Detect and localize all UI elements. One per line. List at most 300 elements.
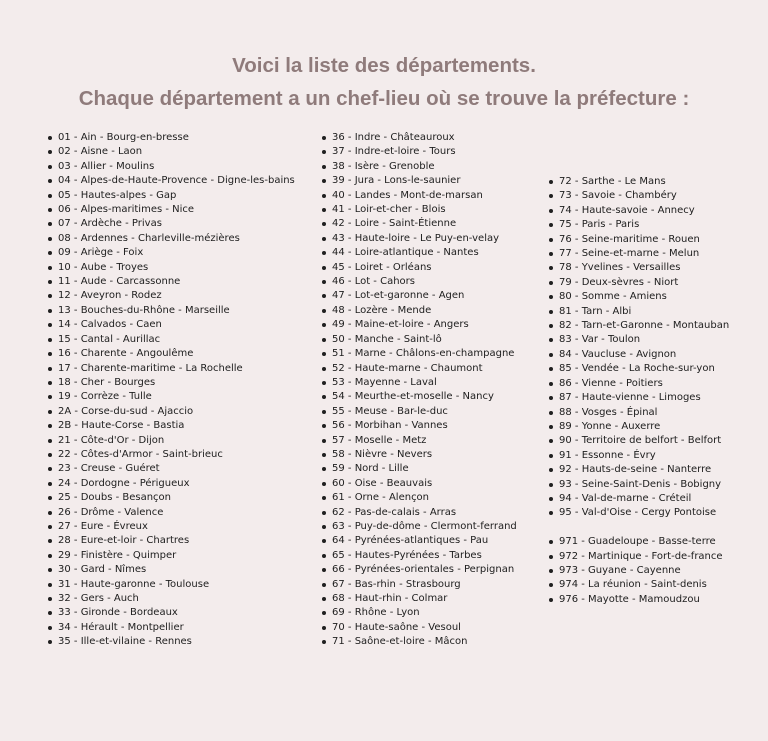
bullet-icon bbox=[48, 525, 52, 529]
department-list-item bbox=[549, 420, 729, 434]
department-label: 47 - Lot-et-garonne - Agen bbox=[332, 290, 465, 302]
bullet-icon bbox=[48, 611, 52, 615]
bullet-icon bbox=[549, 497, 553, 501]
department-list-item bbox=[48, 347, 295, 361]
department-list-item bbox=[322, 347, 517, 361]
department-label: 52 - Haute-marne - Chaumont bbox=[332, 362, 483, 374]
department-label: 46 - Lot - Cahors bbox=[332, 276, 415, 288]
bullet-icon bbox=[549, 223, 553, 227]
bullet-icon bbox=[322, 626, 326, 630]
department-list-item bbox=[322, 462, 517, 476]
department-label: 80 - Somme - Amiens bbox=[559, 291, 667, 303]
department-list-item bbox=[48, 289, 295, 303]
department-label: 89 - Yonne - Auxerre bbox=[559, 420, 661, 432]
department-list-item bbox=[549, 434, 729, 448]
department-label: 94 - Val-de-marne - Créteil bbox=[559, 492, 692, 504]
department-label: 13 - Bouches-du-Rhône - Marseille bbox=[58, 304, 230, 316]
department-label: 85 - Vendée - La Roche-sur-yon bbox=[559, 363, 715, 375]
department-label: 973 - Guyane - Cayenne bbox=[559, 564, 681, 576]
department-list-item bbox=[549, 492, 729, 506]
bullet-icon bbox=[549, 468, 553, 472]
department-list-item bbox=[322, 534, 517, 548]
department-list-item bbox=[322, 289, 517, 303]
department-label: 32 - Gers - Auch bbox=[58, 593, 139, 604]
list-spacer bbox=[549, 521, 729, 535]
department-list-item bbox=[48, 419, 295, 433]
department-label: 59 - Nord - Lille bbox=[332, 463, 409, 475]
department-label: 2B - Haute-Corse - Bastia bbox=[58, 420, 185, 432]
department-label: 06 - Alpes-maritimes - Nice bbox=[58, 204, 195, 216]
department-list-item bbox=[322, 448, 517, 462]
department-label: 84 - Vaucluse - Avignon bbox=[559, 348, 677, 360]
department-list-item bbox=[549, 319, 729, 333]
department-label: 29 - Finistère - Quimper bbox=[58, 549, 177, 561]
department-label: 22 - Côtes-d'Armor - Saint-brieuc bbox=[58, 448, 223, 460]
bullet-icon bbox=[549, 425, 553, 429]
department-list-column-3 bbox=[549, 175, 729, 607]
bullet-icon bbox=[549, 180, 553, 184]
department-list-item bbox=[322, 275, 517, 289]
department-label: 88 - Vosges - Épinal bbox=[559, 406, 658, 418]
bullet-icon bbox=[48, 482, 52, 486]
department-label: 87 - Haute-vienne - Limoges bbox=[559, 392, 701, 404]
department-label: 30 - Gard - Nîmes bbox=[58, 564, 147, 576]
department-label: 55 - Meuse - Bar-le-duc bbox=[332, 405, 448, 417]
bullet-icon bbox=[48, 338, 52, 342]
bullet-icon bbox=[549, 483, 553, 487]
department-label: 69 - Rhône - Lyon bbox=[332, 607, 420, 619]
department-label: 66 - Pyrénées-orientales - Perpignan bbox=[332, 564, 515, 576]
department-list-item bbox=[48, 578, 295, 592]
department-list-item bbox=[322, 549, 517, 563]
department-list-item bbox=[322, 376, 517, 390]
bullet-icon bbox=[549, 238, 553, 242]
department-list-item bbox=[48, 549, 295, 563]
department-label: 56 - Morbihan - Vannes bbox=[332, 420, 448, 432]
department-label: 27 - Eure - Évreux bbox=[58, 520, 148, 532]
department-label: 26 - Drôme - Valence bbox=[58, 506, 164, 518]
department-label: 68 - Haut-rhin - Colmar bbox=[332, 593, 448, 604]
department-list-item bbox=[322, 304, 517, 318]
department-list-item bbox=[48, 520, 295, 534]
department-list-item bbox=[48, 189, 295, 203]
department-list-item bbox=[549, 406, 729, 420]
department-label: 67 - Bas-rhin - Strasbourg bbox=[332, 578, 461, 590]
department-label: 74 - Haute-savoie - Annecy bbox=[559, 204, 695, 216]
department-list-item bbox=[48, 217, 295, 231]
department-label: 82 - Tarn-et-Garonne - Montauban bbox=[559, 320, 730, 332]
department-list-item bbox=[48, 448, 295, 462]
bullet-icon bbox=[48, 439, 52, 443]
department-label: 45 - Loiret - Orléans bbox=[332, 261, 432, 273]
department-label: 35 - Ille-et-vilaine - Rennes bbox=[58, 636, 192, 648]
bullet-icon bbox=[322, 395, 326, 399]
department-label: 76 - Seine-maritime - Rouen bbox=[559, 233, 700, 245]
bullet-icon bbox=[48, 294, 52, 298]
department-list-item bbox=[48, 376, 295, 390]
bullet-icon bbox=[322, 150, 326, 154]
bullet-icon bbox=[549, 583, 553, 587]
department-label: 28 - Eure-et-loir - Chartres bbox=[58, 535, 190, 547]
department-list-item bbox=[549, 377, 729, 391]
department-label: 38 - Isère - Grenoble bbox=[332, 160, 435, 172]
department-label: 21 - Côte-d'Or - Dijon bbox=[58, 434, 165, 446]
bullet-icon bbox=[549, 353, 553, 357]
bullet-icon bbox=[48, 165, 52, 169]
bullet-icon bbox=[549, 382, 553, 386]
department-list-item bbox=[48, 563, 295, 577]
department-list-item bbox=[48, 174, 295, 188]
department-list-item bbox=[48, 635, 295, 649]
department-list-item bbox=[549, 550, 729, 564]
department-list-item bbox=[322, 520, 517, 534]
department-label: 53 - Mayenne - Laval bbox=[332, 376, 437, 388]
bullet-icon bbox=[322, 323, 326, 327]
department-label: 36 - Indre - Châteauroux bbox=[332, 132, 455, 143]
bullet-icon bbox=[48, 395, 52, 399]
department-label: 57 - Moselle - Metz bbox=[332, 434, 427, 446]
department-label: 40 - Landes - Mont-de-marsan bbox=[332, 189, 483, 201]
bullet-icon bbox=[48, 496, 52, 500]
bullet-icon bbox=[48, 150, 52, 154]
department-list-item bbox=[48, 318, 295, 332]
department-list-item bbox=[48, 405, 295, 419]
bullet-icon bbox=[322, 352, 326, 356]
department-list-column-2 bbox=[322, 131, 517, 650]
department-list-item bbox=[322, 419, 517, 433]
department-label: 77 - Seine-et-marne - Melun bbox=[559, 248, 700, 260]
department-label: 25 - Doubs - Besançon bbox=[58, 492, 172, 504]
department-label: 17 - Charente-maritime - La Rochelle bbox=[58, 362, 243, 374]
department-list-item bbox=[322, 318, 517, 332]
department-list-item bbox=[322, 217, 517, 231]
bullet-icon bbox=[549, 324, 553, 328]
department-label: 39 - Jura - Lons-le-saunier bbox=[332, 175, 461, 187]
bullet-icon bbox=[549, 252, 553, 256]
bullet-icon bbox=[48, 251, 52, 255]
department-list-item bbox=[322, 635, 517, 649]
department-list-item bbox=[322, 592, 517, 606]
bullet-icon bbox=[322, 424, 326, 428]
bullet-icon bbox=[48, 583, 52, 587]
bullet-icon bbox=[549, 367, 553, 371]
department-list-item bbox=[549, 478, 729, 492]
department-list-item bbox=[549, 333, 729, 347]
department-label: 2A - Corse-du-sud - Ajaccio bbox=[58, 405, 194, 417]
department-list-item bbox=[549, 578, 729, 592]
department-label: 49 - Maine-et-loire - Angers bbox=[332, 319, 469, 331]
bullet-icon bbox=[549, 439, 553, 443]
department-label: 01 - Ain - Bourg-en-bresse bbox=[58, 132, 189, 143]
department-list-item bbox=[549, 204, 729, 218]
department-label: 70 - Haute-saône - Vesoul bbox=[332, 621, 461, 633]
department-list-item bbox=[48, 362, 295, 376]
department-list-item bbox=[549, 305, 729, 319]
department-label: 19 - Corrèze - Tulle bbox=[58, 391, 152, 403]
bullet-icon bbox=[48, 194, 52, 198]
department-label: 04 - Alpes-de-Haute-Provence - Digne-les-bains bbox=[58, 175, 295, 187]
bullet-icon bbox=[549, 194, 553, 198]
department-label: 95 - Val-d'Oise - Cergy Pontoise bbox=[559, 507, 717, 519]
bullet-icon bbox=[48, 309, 52, 313]
department-list-item bbox=[549, 261, 729, 275]
department-label: 73 - Savoie - Chambéry bbox=[559, 190, 677, 202]
department-list-item bbox=[549, 290, 729, 304]
department-list-item bbox=[549, 233, 729, 247]
bullet-icon bbox=[48, 511, 52, 515]
department-list-item bbox=[549, 391, 729, 405]
department-list-item bbox=[549, 276, 729, 290]
bullet-icon bbox=[549, 598, 553, 602]
department-label: 72 - Sarthe - Le Mans bbox=[559, 176, 666, 187]
bullet-icon bbox=[549, 540, 553, 544]
department-label: 03 - Allier - Moulins bbox=[58, 160, 155, 172]
bullet-icon bbox=[549, 338, 553, 342]
bullet-icon bbox=[322, 539, 326, 543]
department-label: 71 - Saône-et-loire - Mâcon bbox=[332, 636, 468, 648]
department-list-item bbox=[549, 449, 729, 463]
bullet-icon bbox=[322, 583, 326, 587]
department-label: 07 - Ardèche - Privas bbox=[58, 218, 162, 230]
department-list-item bbox=[549, 535, 729, 549]
bullet-icon bbox=[48, 237, 52, 241]
bullet-icon bbox=[322, 525, 326, 529]
bullet-icon bbox=[322, 439, 326, 443]
department-label: 63 - Puy-de-dôme - Clermont-ferrand bbox=[332, 520, 517, 532]
department-list-item bbox=[549, 218, 729, 232]
bullet-icon bbox=[48, 208, 52, 212]
bullet-icon bbox=[48, 424, 52, 428]
department-label: 14 - Calvados - Caen bbox=[58, 319, 162, 331]
page-subtitle: Chaque département a un chef-lieu où se trouve la préfecture : bbox=[78, 87, 690, 110]
bullet-icon bbox=[322, 309, 326, 313]
department-label: 05 - Hautes-alpes - Gap bbox=[58, 189, 177, 201]
department-label: 93 - Seine-Saint-Denis - Bobigny bbox=[559, 478, 722, 490]
department-list-item bbox=[48, 462, 295, 476]
department-list-item bbox=[549, 348, 729, 362]
bullet-icon bbox=[549, 569, 553, 573]
bullet-icon bbox=[322, 640, 326, 644]
bullet-icon bbox=[322, 554, 326, 558]
bullet-icon bbox=[322, 597, 326, 601]
department-label: 42 - Loire - Saint-Étienne bbox=[332, 218, 457, 230]
department-list-item bbox=[48, 131, 295, 145]
department-label: 60 - Oise - Beauvais bbox=[332, 477, 433, 489]
bullet-icon bbox=[322, 467, 326, 471]
department-label: 83 - Var - Toulon bbox=[559, 334, 641, 346]
department-label: 86 - Vienne - Poitiers bbox=[559, 377, 663, 389]
bullet-icon bbox=[322, 611, 326, 615]
department-list-item bbox=[48, 246, 295, 260]
department-label: 33 - Gironde - Bordeaux bbox=[58, 607, 178, 619]
department-list-item bbox=[48, 390, 295, 404]
bullet-icon bbox=[322, 165, 326, 169]
department-label: 58 - Nièvre - Nevers bbox=[332, 448, 433, 460]
bullet-icon bbox=[549, 411, 553, 415]
department-list-item bbox=[322, 606, 517, 620]
department-label: 90 - Territoire de belfort - Belfort bbox=[559, 435, 722, 447]
department-label: 16 - Charente - Angoulême bbox=[58, 348, 194, 360]
department-label: 09 - Ariège - Foix bbox=[58, 247, 144, 259]
bullet-icon bbox=[48, 136, 52, 140]
department-label: 971 - Guadeloupe - Basse-terre bbox=[559, 536, 716, 548]
department-label: 64 - Pyrénées-atlantiques - Pau bbox=[332, 535, 489, 547]
department-label: 48 - Lozère - Mende bbox=[332, 304, 432, 316]
bullet-icon bbox=[549, 454, 553, 458]
bullet-icon bbox=[48, 410, 52, 414]
department-list-item bbox=[549, 247, 729, 261]
department-list-item bbox=[322, 145, 517, 159]
department-label: 54 - Meurthe-et-moselle - Nancy bbox=[332, 391, 494, 403]
department-label: 81 - Tarn - Albi bbox=[559, 305, 632, 317]
department-label: 974 - La réunion - Saint-denis bbox=[559, 579, 707, 591]
bullet-icon bbox=[322, 511, 326, 515]
department-list-item bbox=[48, 160, 295, 174]
department-list-item bbox=[322, 434, 517, 448]
bullet-icon bbox=[322, 136, 326, 140]
bullet-icon bbox=[549, 396, 553, 400]
department-label: 62 - Pas-de-calais - Arras bbox=[332, 506, 457, 518]
department-list-item bbox=[48, 506, 295, 520]
department-label: 65 - Hautes-Pyrénées - Tarbes bbox=[332, 549, 482, 561]
department-list-item bbox=[322, 203, 517, 217]
department-list-item bbox=[322, 405, 517, 419]
bullet-icon bbox=[48, 367, 52, 371]
department-label: 92 - Hauts-de-seine - Nanterre bbox=[559, 464, 712, 476]
department-list-item bbox=[549, 593, 729, 607]
department-label: 37 - Indre-et-loire - Tours bbox=[332, 146, 456, 158]
department-list-item bbox=[48, 275, 295, 289]
department-label: 78 - Yvelines - Versailles bbox=[559, 262, 681, 274]
bullet-icon bbox=[549, 555, 553, 559]
department-label: 976 - Mayotte - Mamoudzou bbox=[559, 593, 700, 605]
bullet-icon bbox=[322, 208, 326, 212]
department-list-item bbox=[549, 564, 729, 578]
department-list-item bbox=[322, 506, 517, 520]
bullet-icon bbox=[322, 294, 326, 298]
bullet-icon bbox=[48, 222, 52, 226]
bullet-icon bbox=[48, 640, 52, 644]
department-label: 79 - Deux-sèvres - Niort bbox=[559, 276, 679, 288]
bullet-icon bbox=[48, 179, 52, 183]
bullet-icon bbox=[48, 554, 52, 558]
department-list-item bbox=[48, 203, 295, 217]
department-list-item bbox=[48, 261, 295, 275]
bullet-icon bbox=[322, 410, 326, 414]
bullet-icon bbox=[322, 482, 326, 486]
department-list-item bbox=[549, 463, 729, 477]
bullet-icon bbox=[48, 381, 52, 385]
department-label: 31 - Haute-garonne - Toulouse bbox=[58, 578, 210, 590]
department-list-item bbox=[322, 189, 517, 203]
bullet-icon bbox=[48, 266, 52, 270]
department-label: 50 - Manche - Saint-lô bbox=[332, 333, 442, 345]
bullet-icon bbox=[322, 280, 326, 284]
bullet-icon bbox=[549, 209, 553, 213]
bullet-icon bbox=[322, 237, 326, 241]
department-label: 91 - Essonne - Évry bbox=[559, 449, 656, 461]
department-list-item bbox=[322, 174, 517, 188]
department-list-item bbox=[48, 606, 295, 620]
department-list-item bbox=[48, 434, 295, 448]
bullet-icon bbox=[322, 568, 326, 572]
bullet-icon bbox=[549, 310, 553, 314]
department-list-item bbox=[322, 563, 517, 577]
department-label: 75 - Paris - Paris bbox=[559, 219, 640, 231]
bullet-icon bbox=[48, 467, 52, 471]
bullet-icon bbox=[322, 179, 326, 183]
department-label: 02 - Aisne - Laon bbox=[58, 146, 143, 158]
department-label: 43 - Haute-loire - Le Puy-en-velay bbox=[332, 232, 500, 244]
bullet-icon bbox=[322, 194, 326, 198]
department-list-item bbox=[549, 175, 729, 189]
bullet-icon bbox=[322, 367, 326, 371]
department-list-item bbox=[48, 477, 295, 491]
department-label: 34 - Hérault - Montpellier bbox=[58, 621, 184, 633]
department-label: 24 - Dordogne - Périgueux bbox=[58, 477, 190, 489]
bullet-icon bbox=[322, 338, 326, 342]
department-list-column-1 bbox=[48, 131, 295, 650]
bullet-icon bbox=[549, 266, 553, 270]
department-label: 18 - Cher - Bourges bbox=[58, 376, 156, 388]
department-list-item bbox=[322, 390, 517, 404]
department-list-item bbox=[549, 506, 729, 520]
bullet-icon bbox=[322, 496, 326, 500]
department-label: 15 - Cantal - Aurillac bbox=[58, 333, 161, 345]
bullet-icon bbox=[48, 626, 52, 630]
bullet-icon bbox=[48, 539, 52, 543]
bullet-icon bbox=[322, 222, 326, 226]
bullet-icon bbox=[549, 511, 553, 515]
department-list-item bbox=[48, 145, 295, 159]
department-label: 11 - Aude - Carcassonne bbox=[58, 276, 181, 288]
bullet-icon bbox=[549, 281, 553, 285]
department-label: 44 - Loire-atlantique - Nantes bbox=[332, 247, 479, 259]
department-list-item bbox=[322, 491, 517, 505]
department-list-item bbox=[48, 333, 295, 347]
department-label: 41 - Loir-et-cher - Blois bbox=[332, 204, 446, 216]
bullet-icon bbox=[48, 568, 52, 572]
department-list-item bbox=[549, 362, 729, 376]
department-list-item bbox=[48, 491, 295, 505]
department-list-item bbox=[322, 333, 517, 347]
department-list-item bbox=[322, 362, 517, 376]
department-label: 08 - Ardennes - Charleville-mézières bbox=[58, 232, 240, 244]
department-list-item bbox=[48, 621, 295, 635]
department-list-item bbox=[48, 592, 295, 606]
department-label: 10 - Aube - Troyes bbox=[58, 261, 149, 273]
bullet-icon bbox=[322, 251, 326, 255]
department-list-item bbox=[48, 232, 295, 246]
bullet-icon bbox=[48, 453, 52, 457]
department-list-item bbox=[322, 131, 517, 145]
department-label: 12 - Aveyron - Rodez bbox=[58, 290, 162, 302]
page-title: Voici la liste des départements. bbox=[232, 53, 536, 77]
department-list-item bbox=[322, 160, 517, 174]
department-list-item bbox=[322, 477, 517, 491]
bullet-icon bbox=[48, 597, 52, 601]
bullet-icon bbox=[322, 266, 326, 270]
department-list-item bbox=[322, 261, 517, 275]
department-label: 61 - Orne - Alençon bbox=[332, 492, 430, 504]
department-list-item bbox=[322, 621, 517, 635]
department-list-item bbox=[48, 534, 295, 548]
department-list-item bbox=[322, 246, 517, 260]
bullet-icon bbox=[549, 295, 553, 299]
bullet-icon bbox=[48, 323, 52, 327]
bullet-icon bbox=[322, 453, 326, 457]
department-label: 51 - Marne - Châlons-en-champagne bbox=[332, 348, 515, 360]
